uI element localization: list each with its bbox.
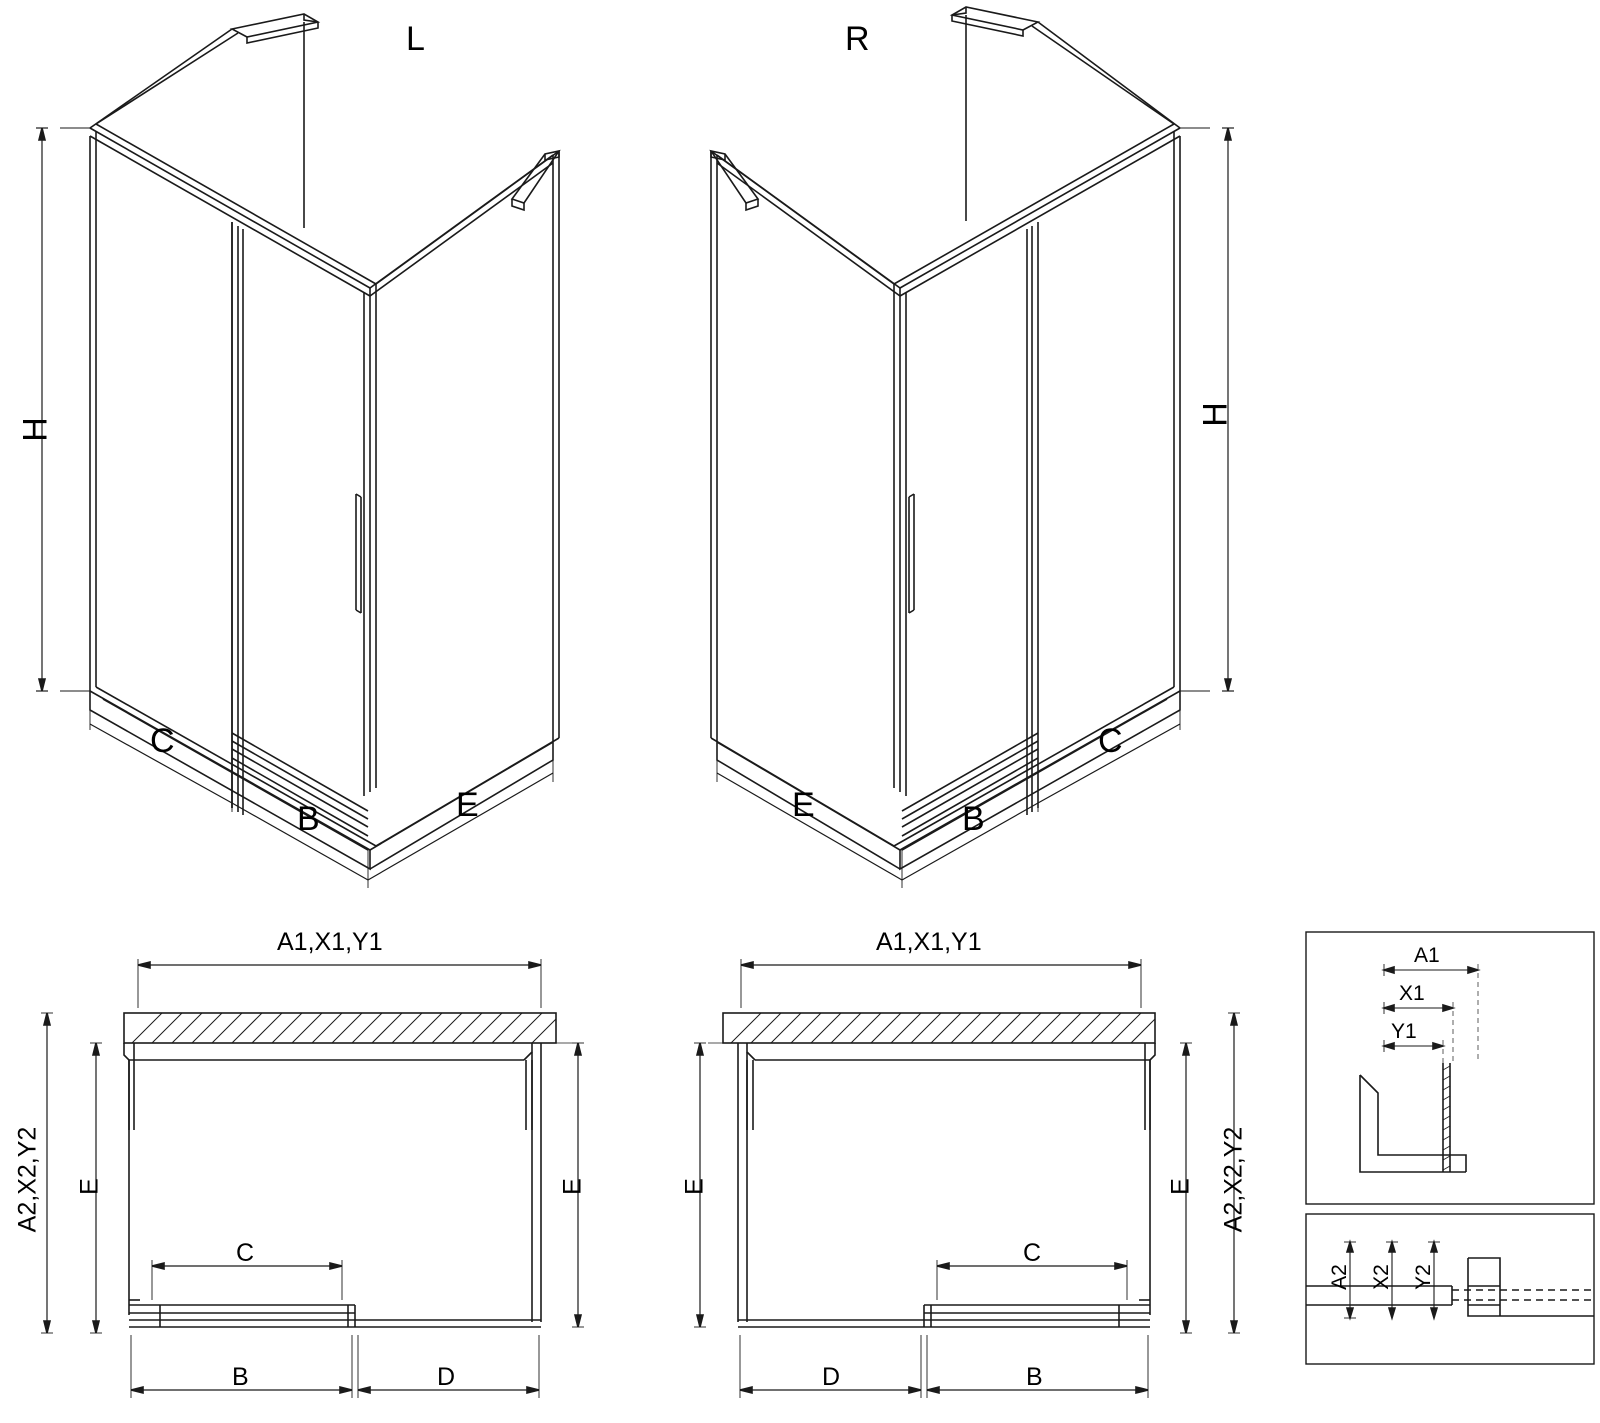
plan-view-left bbox=[41, 959, 584, 1398]
dim-E-iso-left: E bbox=[456, 786, 479, 824]
dim-B-plan-left: B bbox=[232, 1363, 249, 1391]
dim-C-plan-right: C bbox=[1023, 1239, 1042, 1267]
dim-top-left-plan: A1,X1,Y1 bbox=[277, 928, 383, 956]
dim-C-iso-right: C bbox=[1098, 722, 1123, 760]
dim-side-left-plan: A2,X2,Y2 bbox=[13, 1126, 42, 1233]
dim-B-iso-right: B bbox=[962, 800, 985, 838]
dim-E-iso-right: E bbox=[792, 786, 815, 824]
dim-side-right-plan: A2,X2,Y2 bbox=[1219, 1126, 1248, 1233]
dim-D-plan-left: D bbox=[437, 1363, 456, 1391]
dim-D-plan-right: D bbox=[822, 1363, 841, 1391]
dim-E-plan-left-inner: E bbox=[75, 1178, 104, 1195]
dim-E-plan-right-outer: E bbox=[680, 1178, 709, 1195]
dim-B-iso-left: B bbox=[297, 800, 320, 838]
iso-view-right bbox=[711, 7, 1234, 888]
dim-H-right: H bbox=[1196, 402, 1235, 427]
detail-top bbox=[1306, 932, 1594, 1204]
detail-dim-Y2: Y2 bbox=[1412, 1264, 1435, 1290]
dim-E-plan-left-outer: E bbox=[558, 1178, 587, 1195]
variant-label-L: L bbox=[406, 20, 425, 58]
dim-C-iso-left: C bbox=[150, 722, 175, 760]
plan-view-right bbox=[694, 959, 1240, 1398]
variant-label-R: R bbox=[845, 20, 870, 58]
detail-dim-X1: X1 bbox=[1399, 982, 1425, 1005]
dim-E-plan-right-inner: E bbox=[1166, 1178, 1195, 1195]
iso-view-left bbox=[36, 14, 559, 888]
dim-top-right-plan: A1,X1,Y1 bbox=[876, 928, 982, 956]
dim-B-plan-right: B bbox=[1026, 1363, 1043, 1391]
detail-dim-A1: A1 bbox=[1414, 944, 1440, 967]
dim-C-plan-left: C bbox=[236, 1239, 255, 1267]
detail-dim-A2: A2 bbox=[1328, 1264, 1351, 1290]
detail-dim-X2: X2 bbox=[1370, 1264, 1393, 1290]
dim-H-left: H bbox=[16, 417, 55, 442]
detail-dim-Y1: Y1 bbox=[1391, 1020, 1417, 1043]
